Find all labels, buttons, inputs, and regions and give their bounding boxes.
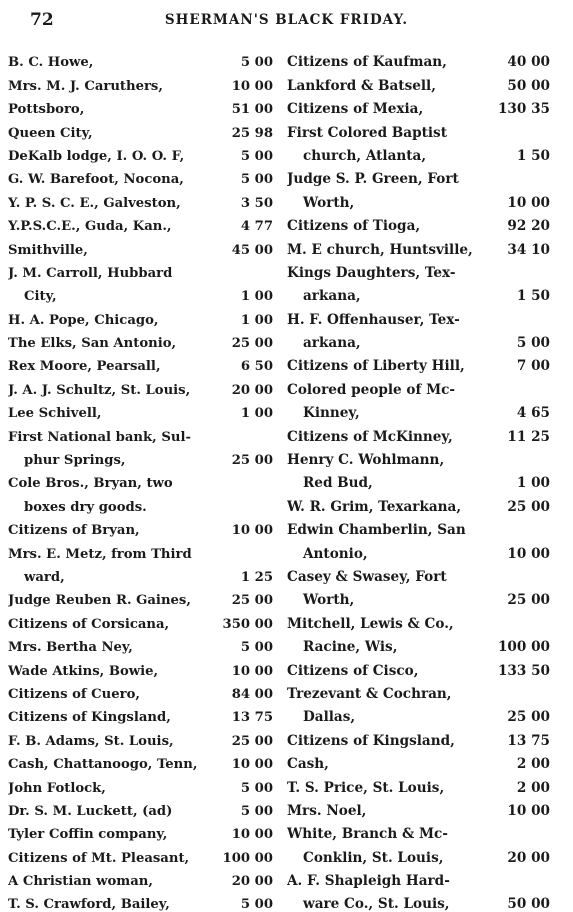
list-item — [8, 655, 273, 678]
donation-amount: 10 00 — [231, 757, 273, 773]
list-item — [287, 585, 550, 608]
donor-name: Citizens of Mt. Pleasant, — [8, 850, 190, 866]
donation-amount: 5 00 — [240, 148, 273, 164]
donor-name: Cole Bros., Bryan, two — [8, 476, 173, 492]
list-item — [287, 374, 550, 397]
list-item — [8, 187, 273, 210]
list-item — [8, 374, 273, 397]
list-item — [8, 889, 273, 912]
donor-name: Citizens of Tioga, — [287, 218, 421, 235]
list-item — [8, 258, 273, 281]
donor-name: Citizens of Bryan, — [8, 523, 140, 539]
donation-amount: 10 00 — [507, 802, 550, 819]
list-item — [8, 749, 273, 772]
donation-amount: 130 35 — [497, 101, 550, 118]
donation-amount: 11 25 — [507, 428, 550, 445]
donor-name: B. C. Howe, — [8, 55, 94, 71]
donation-amount: 1 25 — [240, 569, 273, 585]
donation-amount: 2 00 — [516, 779, 550, 796]
donor-name: arkana, — [303, 335, 361, 352]
donation-amount: 25 00 — [507, 709, 550, 726]
donation-amount: 20 00 — [507, 849, 550, 866]
donor-name: Citizens of Liberty Hill, — [287, 358, 465, 375]
list-item — [8, 515, 273, 538]
list-item — [287, 117, 550, 140]
donation-amount: 1 00 — [516, 475, 550, 492]
donation-amount: 10 00 — [231, 827, 273, 843]
donor-name: Edwin Chamberlin, San — [287, 522, 466, 539]
list-item — [287, 70, 550, 93]
donation-amount: 25 00 — [507, 592, 550, 609]
donation-amount: 1 00 — [240, 406, 273, 422]
page-header — [0, 0, 573, 36]
donation-amount: 40 00 — [507, 54, 550, 71]
donor-name: Citizens of Cisco, — [287, 662, 419, 679]
list-item — [287, 562, 550, 585]
donation-amount: 5 00 — [240, 55, 273, 71]
donation-amount: 34 10 — [507, 241, 550, 258]
list-item — [8, 351, 273, 374]
list-item — [287, 866, 550, 889]
donor-name: Cash, Chattanoogo, Tenn, — [8, 757, 198, 773]
donor-name: Trezevant & Cochran, — [287, 685, 452, 702]
donor-name: Citizens of Mexia, — [287, 101, 424, 118]
list-item — [287, 889, 550, 912]
donation-amount: 133 50 — [497, 662, 550, 679]
donor-name: Henry C. Wohlmann, — [287, 452, 445, 469]
list-item — [287, 679, 550, 702]
list-item — [8, 445, 273, 468]
page-number: 72 — [30, 10, 54, 30]
list-item — [8, 304, 273, 327]
list-item — [287, 281, 550, 304]
donation-amount: 92 20 — [507, 218, 550, 235]
list-item — [8, 608, 273, 631]
donation-amount: 20 00 — [231, 874, 273, 890]
donor-name: Citizens of Cuero, — [8, 686, 140, 702]
donor-name: First National bank, Sul- — [8, 429, 191, 445]
donor-name: ware Co., St. Louis, — [303, 896, 450, 912]
donation-amount: 4 77 — [240, 219, 273, 235]
donation-amount: 10 00 — [231, 523, 273, 539]
list-item — [8, 141, 273, 164]
donation-amount: 25 00 — [231, 453, 273, 469]
donation-amount: 20 00 — [231, 382, 273, 398]
list-item — [8, 562, 273, 585]
donor-name: Queen City, — [8, 125, 93, 141]
donation-amount: 25 98 — [231, 125, 273, 141]
donation-amount: 25 00 — [231, 733, 273, 749]
list-item — [287, 398, 550, 421]
donor-name: A Christian woman, — [8, 874, 153, 890]
donor-name: A. F. Shapleigh Hard- — [287, 873, 450, 890]
donation-amount: 3 50 — [240, 195, 273, 211]
list-item — [8, 281, 273, 304]
list-item — [8, 94, 273, 117]
donation-amount: 1 00 — [240, 312, 273, 328]
list-item — [287, 491, 550, 514]
donor-name: Citizens of McKinney, — [287, 428, 453, 445]
list-item — [8, 796, 273, 819]
list-item — [287, 632, 550, 655]
list-item — [287, 94, 550, 117]
donor-name: Mrs. E. Metz, from Third — [8, 546, 192, 562]
donor-name: Citizens of Kaufman, — [287, 54, 447, 71]
donation-amount: 2 00 — [516, 756, 550, 773]
list-item — [8, 585, 273, 608]
list-item — [8, 47, 273, 70]
list-item — [8, 398, 273, 421]
donation-amount: 4 65 — [516, 405, 550, 422]
list-item — [287, 187, 550, 210]
donor-name: White, Branch & Mc- — [287, 826, 448, 843]
donor-name: arkana, — [303, 288, 361, 305]
donation-amount: 10 00 — [231, 78, 273, 94]
list-item — [8, 842, 273, 865]
donor-name: Y.P.S.C.E., Guda, Kan., — [8, 219, 172, 235]
list-item — [287, 725, 550, 748]
list-item — [8, 468, 273, 491]
list-item — [8, 491, 273, 514]
donor-name: Conklin, St. Louis, — [303, 849, 444, 866]
list-item — [8, 164, 273, 187]
donation-amount: 5 00 — [516, 335, 550, 352]
donation-amount: 1 00 — [240, 289, 273, 305]
donor-name: Rex Moore, Pearsall, — [8, 359, 161, 375]
donor-name: Cash, — [287, 756, 329, 773]
list-item — [287, 328, 550, 351]
donor-name: Judge S. P. Green, Fort — [287, 171, 459, 188]
donor-name: City, — [24, 289, 57, 305]
donation-amount: 50 00 — [507, 77, 550, 94]
list-item — [8, 819, 273, 842]
donor-name: Worth, — [303, 592, 355, 609]
list-item — [8, 421, 273, 444]
donor-name: Pottsboro, — [8, 102, 85, 118]
donor-name: G. W. Barefoot, Nocona, — [8, 172, 184, 188]
donation-amount: 5 00 — [240, 897, 273, 912]
list-item — [287, 47, 550, 70]
donor-name: Casey & Swasey, Fort — [287, 568, 447, 585]
list-item — [287, 819, 550, 842]
donor-name: DeKalb lodge, I. O. O. F, — [8, 148, 185, 164]
donation-amount: 100 00 — [222, 850, 273, 866]
donor-name: H. F. Offenhauser, Tex- — [287, 311, 460, 328]
list-item — [287, 749, 550, 772]
list-item — [8, 632, 273, 655]
donor-name: phur Springs, — [24, 453, 126, 469]
list-item — [287, 351, 550, 374]
donor-name: Mitchell, Lewis & Co., — [287, 615, 454, 632]
donor-name: Antonio, — [303, 545, 368, 562]
donor-name: Tyler Coffin company, — [8, 827, 168, 843]
list-item — [287, 702, 550, 725]
list-item — [8, 866, 273, 889]
donation-amount: 50 00 — [507, 896, 550, 912]
donor-name: Wade Atkins, Bowie, — [8, 663, 159, 679]
running-title: SHERMAN'S BLACK FRIDAY. — [164, 12, 409, 28]
donor-name: church, Atlanta, — [303, 147, 427, 164]
donor-name: J. A. J. Schultz, St. Louis, — [8, 382, 191, 398]
donation-amount: 7 00 — [516, 358, 550, 375]
donor-name: Citizens of Corsicana, — [8, 616, 170, 632]
donor-name: Mrs. M. J. Caruthers, — [8, 78, 163, 94]
donor-name: Colored people of Mc- — [287, 381, 456, 398]
donor-name: T. S. Crawford, Bailey, — [8, 897, 170, 912]
left-column — [8, 47, 273, 912]
donation-amount: 350 00 — [222, 616, 273, 632]
list-item — [287, 515, 550, 538]
list-item — [287, 445, 550, 468]
donation-amount: 13 75 — [507, 732, 550, 749]
donation-amount: 84 00 — [231, 686, 273, 702]
list-item — [8, 772, 273, 795]
donation-amount: 5 00 — [240, 803, 273, 819]
list-item — [8, 725, 273, 748]
donor-name: T. S. Price, St. Louis, — [287, 779, 445, 796]
list-item — [8, 328, 273, 351]
list-item — [8, 117, 273, 140]
donor-name: W. R. Grim, Texarkana, — [287, 498, 462, 515]
donation-amount: 13 75 — [231, 710, 273, 726]
list-item — [287, 772, 550, 795]
list-item — [8, 211, 273, 234]
list-item — [8, 70, 273, 93]
donor-name: Racine, Wis, — [303, 639, 398, 656]
donor-name: F. B. Adams, St. Louis, — [8, 733, 174, 749]
donation-amount: 100 00 — [497, 639, 550, 656]
donation-amount: 25 00 — [231, 336, 273, 352]
donor-name: Dr. S. M. Luckett, (ad) — [8, 803, 173, 819]
donation-amount: 1 50 — [516, 147, 550, 164]
donation-amount: 10 00 — [507, 545, 550, 562]
donor-name: First Colored Baptist — [287, 124, 447, 141]
donor-name: Red Bud, — [303, 475, 373, 492]
donation-amount: 45 00 — [231, 242, 273, 258]
list-item — [8, 702, 273, 725]
donor-name: Lankford & Batsell, — [287, 77, 436, 94]
donation-amount: 10 00 — [231, 663, 273, 679]
donor-name: J. M. Carroll, Hubbard — [8, 265, 173, 281]
donor-name: Mrs. Noel, — [287, 802, 367, 819]
list-item — [8, 679, 273, 702]
donor-name: Smithville, — [8, 242, 88, 258]
donor-name: Y. P. S. C. E., Galveston, — [8, 195, 181, 211]
donation-amount: 5 00 — [240, 640, 273, 656]
donation-amount: 25 00 — [231, 593, 273, 609]
donor-name: Judge Reuben R. Gaines, — [8, 593, 191, 609]
donor-name: Citizens of Kingsland, — [8, 710, 171, 726]
donor-name: Citizens of Kingsland, — [287, 732, 455, 749]
donor-name: The Elks, San Antonio, — [8, 336, 177, 352]
donor-name: M. E church, Huntsville, — [287, 241, 473, 258]
list-item — [287, 796, 550, 819]
list-item — [287, 655, 550, 678]
donor-name: Dallas, — [303, 709, 356, 726]
list-item — [287, 842, 550, 865]
list-item — [8, 234, 273, 257]
donor-name: ward, — [24, 569, 65, 585]
donation-amount: 25 00 — [507, 498, 550, 515]
donor-name: Kings Daughters, Tex- — [287, 264, 456, 281]
donation-amount: 5 00 — [240, 780, 273, 796]
donation-amount: 5 00 — [240, 172, 273, 188]
list-item — [287, 304, 550, 327]
list-item — [287, 538, 550, 561]
list-item — [287, 421, 550, 444]
donor-name: Kinney, — [303, 405, 360, 422]
list-item — [287, 234, 550, 257]
donor-name: Mrs. Bertha Ney, — [8, 640, 133, 656]
donation-amount: 10 00 — [507, 194, 550, 211]
right-column — [287, 47, 550, 912]
list-item — [287, 211, 550, 234]
donor-name: John Fotlock, — [8, 780, 106, 796]
donation-amount: 1 50 — [516, 288, 550, 305]
list-item — [287, 164, 550, 187]
list-item — [287, 468, 550, 491]
donation-amount: 6 50 — [240, 359, 273, 375]
list-item — [287, 141, 550, 164]
donation-amount: 51 00 — [231, 102, 273, 118]
donor-name: H. A. Pope, Chicago, — [8, 312, 159, 328]
donor-name: boxes dry goods. — [24, 499, 147, 515]
donor-name: Lee Schivell, — [8, 406, 102, 422]
list-item — [287, 608, 550, 631]
list-item — [8, 538, 273, 561]
list-item — [287, 258, 550, 281]
donor-name: Worth, — [303, 194, 355, 211]
